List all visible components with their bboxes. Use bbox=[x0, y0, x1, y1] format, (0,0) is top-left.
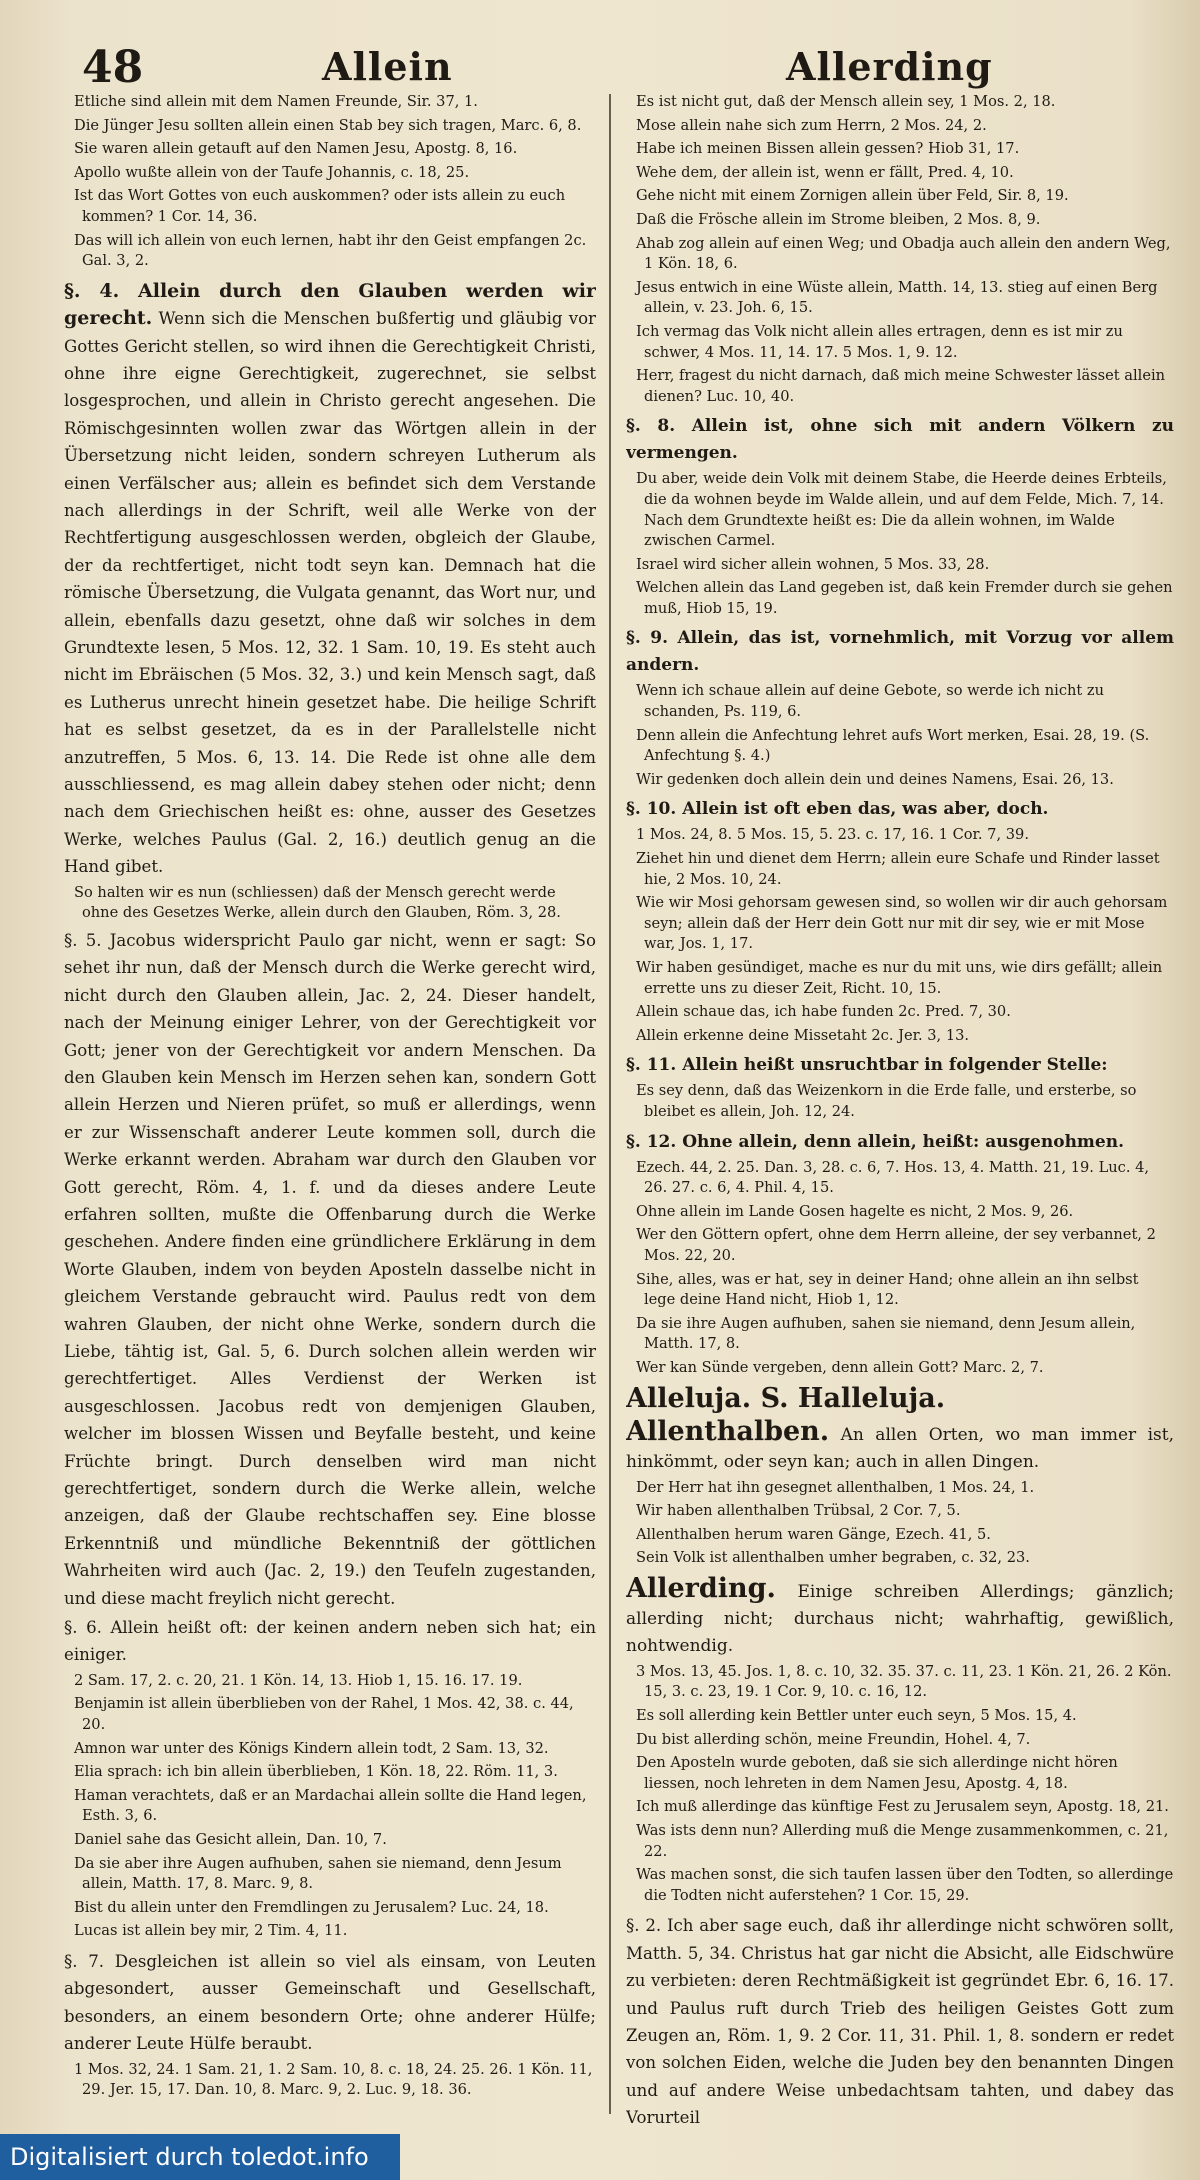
citation: Wer kan Sünde vergeben, denn allein Gott? Marc. 2, 7. bbox=[636, 1358, 1044, 1376]
citation: Ich vermag das Volk nicht allein alles ertragen, denn es ist mir zu schwer, 4 Mos. 11, 14. 17. 5 Mos. 1, 9. 12. bbox=[636, 322, 1123, 361]
citation: Denn allein die Anfechtung lehret aufs Wort merken, Esai. 28, 19. (S. Anfechtung §. 4.) bbox=[636, 726, 1150, 765]
entry-allenthalben-head: Allenthalben. bbox=[626, 1415, 830, 1447]
citation: Allein erkenne deine Missetaht 2c. Jer. 3, 13. bbox=[636, 1026, 970, 1044]
entry-allerding-text: Einige schreiben Allerdings; gänzlich; allerding nicht; durchaus nicht; wahrhaftig, gewißlich, nohtwendig. bbox=[626, 1581, 1174, 1656]
running-head-left: Allein bbox=[322, 44, 453, 89]
intro-citations bbox=[64, 92, 596, 272]
section-4 bbox=[64, 278, 596, 881]
citation: Da sie ihre Augen aufhuben, sahen sie niemand, denn Jesum allein, Matth. 17, 8. bbox=[636, 1314, 1136, 1353]
section-6: §. 6. Allein heißt oft: der keinen andern neben sich hat; ein einiger. bbox=[64, 1618, 596, 1665]
citation: Ziehet hin und dienet dem Herrn; allein eure Schafe und Rinder lasset hie, 2 Mos. 10, 24. bbox=[636, 850, 1160, 888]
section-4-title: §. 4. Allein durch den Glauben werden wir gerecht. bbox=[64, 279, 596, 330]
citation: Allenthalben herum waren Gänge, Ezech. 41, 5. bbox=[636, 1525, 991, 1543]
citation: Gehe nicht mit einem Zornigen allein über Feld, Sir. 8, 19. bbox=[636, 187, 1069, 205]
citation: Allein schaue das, ich habe funden 2c. Pred. 7, 30. bbox=[636, 1003, 1011, 1021]
section-6-citations bbox=[64, 1671, 596, 1942]
citation: Wenn ich schaue allein auf deine Gebote, so werde ich nicht zu schanden, Ps. 119, 6. bbox=[636, 682, 1104, 721]
citation: Wer den Göttern opfert, ohne dem Herrn alleine, der sey verbannet, 2 Mos. 22, 20. bbox=[636, 1226, 1156, 1264]
section-7-citation: 1 Mos. 32, 24. 1 Sam. 21, 1. 2 Sam. 10, 8. c. 18, 24. 25. 26. 1 Kön. 11, 29. Jer. 15, 17. Dan. 10, 8. Marc. 9, 2. Luc. 9, 18. 36. bbox=[74, 2060, 593, 2099]
section-11-citations bbox=[626, 1081, 1174, 1122]
citation: Israel wird sicher allein wohnen, 5 Mos. 33, 28. bbox=[636, 555, 990, 573]
citation: Amnon war unter des Königs Kindern allein todt, 2 Sam. 13, 32. bbox=[74, 1739, 549, 1757]
citation: Ahab zog allein auf einen Weg; und Obadja auch allein den andern Weg, 1 Kön. 18, 6. bbox=[636, 234, 1171, 273]
citation: Sihe, alles, was er hat, sey in deiner Hand; ohne allein an ihn selbst lege deine Hand nicht, Hiob 1, 12. bbox=[636, 1270, 1139, 1309]
citation: Bist du allein unter den Fremdlingen zu Jerusalem? Luc. 24, 18. bbox=[74, 1898, 549, 1916]
entry-allenthalben-text: An allen Orten, wo man immer ist, hinkömmt, oder seyn kan; auch in allen Dingen. bbox=[626, 1424, 1174, 1472]
top-citations bbox=[626, 92, 1174, 407]
citation: Es sey denn, daß das Weizenkorn in die Erde falle, und ersterbe, so bleibet es allein, Joh. 12, 24. bbox=[636, 1082, 1137, 1120]
citation: Welchen allein das Land gegeben ist, daß kein Fremder durch sie gehen muß, Hiob 15, 19. bbox=[636, 579, 1173, 617]
citation: Ist das Wort Gottes von euch auskommen? oder ists allein zu euch kommen? 1 Cor. 14, 36. bbox=[74, 187, 566, 225]
section-8-title: §. 8. Allein ist, ohne sich mit andern Völkern zu vermengen. bbox=[626, 416, 1174, 464]
citation: Du aber, weide dein Volk mit deinem Stabe, die Heerde deines Erbteils, die da wohnen beyde im Walde allein, und auf dem Felde, Mich. 7, 14. Nach dem Grundtexte heißt es: Die da allein wohnen, im Walde zwischen Carmel. bbox=[636, 470, 1167, 550]
citation: Daß die Frösche allein im Strome bleiben, 2 Mos. 8, 9. bbox=[636, 210, 1041, 228]
section-8-citations bbox=[626, 469, 1174, 619]
citation: Du bist allerding schön, meine Freundin, Hohel. 4, 7. bbox=[636, 1730, 1031, 1748]
section-5: §. 5. Jacobus widerspricht Paulo gar nicht, wenn er sagt: So sehet ihr nun, daß der Mensch durch die Werke gerecht wird, nicht durch den Glauben allein, Jac. 2, 24. Dieser handelt, nach der Meinung einiger Lehrer, von der Gerechtigkeit vor Gott; jener von der Gerechtigkeit vor andern Menschen. Da den Glauben kein Mensch im Herzen sehen kan, sondern Gott allein Herzen und Nieren prüfet, so muß er allerdings, wenn er zur Wissenschaft anderer Leute kommen soll, durch die Werke erkannt werden. Abraham war durch den Glauben vor Gott gerecht, Röm. 4, 1. f. und da dieses andere Leute erfahren sollten, mußte die Offenbarung durch die Werke geschehen. Andere finden eine gründlichere Erklärung in dem Worte Glauben, indem von beyden Aposteln dasselbe nicht in gleichem Verstande gebraucht wird. Paulus redt von dem wahren Glauben, der nicht ohne Werke, sondern durch die Liebe, tähtig ist, Gal. 5, 6. Durch solchen allein werden wir gerechtfertiget. Alles Verdienst der Werken ist ausgeschlossen. Jacobus redt von demjenigen Glauben, welcher im blossen Wissen und Beyfalle besteht, und keine Früchte bringt. Durch denselben wird man nicht gerechtfertiget, sondern durch die Werke allein, welche anzeigen, daß der Glaube rechtschaffen sey. Eine blosse Erkenntniß und mündliche Bekenntniß der göttlichen Wahrheiten wird auch (Jac. 2, 19.) den Teufeln zugestanden, und diese macht freylich nicht gerecht. bbox=[64, 930, 596, 1608]
entry-alleluja-head: Alleluja. S. Halleluja. bbox=[626, 1382, 946, 1414]
right-column bbox=[626, 92, 1174, 2132]
entry-alleluja bbox=[626, 1382, 1174, 1416]
citation: Jesus entwich in eine Wüste allein, Matth. 14, 13. stieg auf einen Berg allein, v. 23. Joh. 6, 15. bbox=[636, 278, 1158, 317]
entry-allerding-head: Allerding. bbox=[626, 1572, 776, 1604]
citation: 2 Sam. 17, 2. c. 20, 21. 1 Kön. 14, 13. Hiob 1, 15. 16. 17. 19. bbox=[74, 1671, 523, 1689]
citation: 1 Mos. 24, 8. 5 Mos. 15, 5. 23. c. 17, 16. 1 Cor. 7, 39. bbox=[636, 826, 1029, 844]
section-10-title: §. 10. Allein ist oft eben das, was aber, doch. bbox=[626, 799, 1049, 820]
left-column bbox=[64, 92, 596, 2132]
entry-allerding bbox=[626, 1572, 1174, 1660]
citation: Herr, fragest du nicht darnach, daß mich meine Schwester lässet allein dienen? Luc. 10, 40. bbox=[636, 367, 1166, 405]
citation: Was ists denn nun? Allerding muß die Menge zusammenkommen, c. 21, 22. bbox=[636, 1822, 1169, 1860]
column-divider bbox=[609, 94, 611, 2114]
citation: Mose allein nahe sich zum Herrn, 2 Mos. 24, 2. bbox=[636, 116, 987, 134]
citation: Wie wir Mosi gehorsam gewesen sind, so wollen wir dir auch gehorsam seyn; allein daß der Herr dein Gott nur mit dir sey, wie er mit Mose war, Jos. 1, 17. bbox=[636, 894, 1168, 953]
citation: Sie waren allein getauft auf den Namen Jesu, Apostg. 8, 16. bbox=[74, 140, 518, 158]
section-7: §. 7. Desgleichen ist allein so viel als einsam, von Leuten abgesondert, ausser Gemeinschaft und Gesellschaft, besonders, an einem besondern Orte; ohne anderer Hülfe; anderer Leute Hülfe beraubt. bbox=[64, 1951, 596, 2054]
citation: Haman verachtets, daß er an Mardachai allein sollte die Hand legen, Esth. 3, 6. bbox=[74, 1786, 587, 1825]
section-4-citation: So halten wir es nun (schliessen) daß der Mensch gerecht werde ohne des Gesetzes Werke, allein durch den Glauben, Röm. 3, 28. bbox=[74, 883, 561, 922]
citation: Ezech. 44, 2. 25. Dan. 3, 28. c. 6, 7. Hos. 13, 4. Matth. 21, 19. Luc. 4, 26. 27. c. 6, 4. Phil. 4, 15. bbox=[636, 1158, 1150, 1197]
citation: Wir gedenken doch allein dein und deines Namens, Esai. 26, 13. bbox=[636, 770, 1114, 788]
entry-allenthalben bbox=[626, 1415, 1174, 1476]
citation: Den Aposteln wurde geboten, daß sie sich allerdinge nicht hören liessen, noch lehreten in dem Namen Jesu, Apostg. 4, 18. bbox=[636, 1754, 1118, 1792]
citation: Da sie aber ihre Augen aufhuben, sahen sie niemand, denn Jesum allein, Matth. 17, 8. Marc. 9, 8. bbox=[74, 1854, 562, 1893]
citation: Das will ich allein von euch lernen, habt ihr den Geist empfangen 2c. Gal. 3, 2. bbox=[74, 231, 587, 270]
section-9-title: §. 9. Allein, das ist, vornehmlich, mit Vorzug vor allem andern. bbox=[626, 628, 1174, 676]
section-10-citations bbox=[626, 825, 1174, 1046]
citation: Der Herr hat ihn gesegnet allenthalben, 1 Mos. 24, 1. bbox=[636, 1478, 1035, 1496]
allerding-citations bbox=[626, 1662, 1174, 1907]
citation: Es soll allerding kein Bettler unter euch seyn, 5 Mos. 15, 4. bbox=[636, 1707, 1077, 1725]
digitization-banner[interactable]: Digitalisiert durch toledot.info bbox=[0, 2134, 400, 2180]
allerding-section-2: §. 2. Ich aber sage euch, daß ihr allerdinge nicht schwören sollt, Matth. 5, 34. Christus hat gar nicht die Absicht, alle Eidschwüre zu verbieten: deren Rechtmäßigkeit ist gegründet Ebr. 6, 16. 17. und Paulus ruft durch Trieb des heiligen Geistes Gott zum Zeugen an, Röm. 1, 9. 2 Cor. 11, 31. Phil. 1, 8. sondern er redet von solchen Eiden, welche die Juden bey den benannten Dingen und auf andere Weise unbedachtsam tahten, und dabey das Vorurteil bbox=[626, 1916, 1174, 2128]
citation: Etliche sind allein mit dem Namen Freunde, Sir. 37, 1. bbox=[74, 93, 478, 110]
page-header bbox=[0, 32, 1200, 92]
citation: Apollo wußte allein von der Taufe Johannis, c. 18, 25. bbox=[74, 163, 470, 181]
citation: Die Jünger Jesu sollten allein einen Stab bey sich tragen, Marc. 6, 8. bbox=[74, 116, 582, 134]
citation: Elia sprach: ich bin allein überblieben, 1 Kön. 18, 22. Röm. 11, 3. bbox=[74, 1763, 558, 1781]
citation: Wehe dem, der allein ist, wenn er fällt, Pred. 4, 10. bbox=[636, 163, 1014, 181]
citation: Es ist nicht gut, daß der Mensch allein sey, 1 Mos. 2, 18. bbox=[636, 93, 1056, 110]
citation: Ohne allein im Lande Gosen hagelte es nicht, 2 Mos. 9, 26. bbox=[636, 1202, 1074, 1220]
section-12-title: §. 12. Ohne allein, denn allein, heißt: ausgenohmen. bbox=[626, 1131, 1125, 1152]
section-12-citations bbox=[626, 1158, 1174, 1379]
page-number: 48 bbox=[82, 42, 144, 93]
citation: Was machen sonst, die sich taufen lassen über den Todten, so allerdinge die Todten nicht auferstehen? 1 Cor. 15, 29. bbox=[636, 1866, 1174, 1904]
citation: Ich muß allerdinge das künftige Fest zu Jerusalem seyn, Apostg. 18, 21. bbox=[636, 1798, 1169, 1816]
citation: Lucas ist allein bey mir, 2 Tim. 4, 11. bbox=[74, 1922, 348, 1940]
section-9-citations bbox=[626, 681, 1174, 790]
citation: 3 Mos. 13, 45. Jos. 1, 8. c. 10, 32. 35. 37. c. 11, 23. 1 Kön. 21, 26. 2 Kön. 15, 3. c. 23, 19. 1 Cor. 9, 10. c. 16, 12. bbox=[636, 1662, 1172, 1701]
section-4-text: Wenn sich die Menschen bußfertig und gläubig vor Gottes Gericht stellen, so wird ihnen die Gerechtigkeit Christi, ohne ihre eigne Gerechtigkeit, zugerechnet, sie selbst losgesprochen, und allein in Christo gerecht angesehen. Die Römischgesinnten wollen zwar das Wörtgen allein in der Übersetzung nicht leiden, sondern schreyen Lutherum als einen Verfälscher aus; allein es befindet sich dem Verstande nach allerdings in der Schrift, weil alle Werke von der Rechtfertigung ausgeschlossen werden, obgleich der Glaube, der da rechtfertiget, nicht todt seyn kan. Demnach hat die römische Übersetzung, die Vulgata genannt, das Wort nur, und allein, ebenfalls dazu gesetzt, ohne daß wir solches in dem Grundtexte lesen, 5 Mos. 12, 32. 1 Sam. 10, 19. Es steht auch nicht im Ebräischen (5 Mos. 32, 3.) und kein Mensch sagt, daß es Lutherus unrecht hinein gesetzet habe. Die heilige Schrift hat es selbst gesetzet, da es in der Parallelstelle nicht anzutreffen, 5 Mos. 6, 13. 14. Die Rede ist ohne alle dem ausschliessend, es mag allein dabey stehen oder nicht; denn nach dem Griechischen heißt es: ohne, ausser des Gesetzes Werke, welches Paulus (Gal. 2, 16.) deutlich genug an die Hand gibet. bbox=[64, 309, 596, 877]
citation: Wir haben gesündiget, mache es nur du mit uns, wie dirs gefällt; allein errette uns zu dieser Zeit, Richt. 10, 15. bbox=[636, 959, 1163, 997]
citation: Sein Volk ist allenthalben umher begraben, c. 32, 23. bbox=[636, 1549, 1030, 1567]
citation: Benjamin ist allein überblieben von der Rahel, 1 Mos. 42, 38. c. 44, 20. bbox=[74, 1695, 574, 1734]
allenthalben-citations bbox=[626, 1478, 1174, 1569]
citation: Habe ich meinen Bissen allein gessen? Hiob 31, 17. bbox=[636, 140, 1020, 158]
citation: Wir haben allenthalben Trübsal, 2 Cor. 7, 5. bbox=[636, 1502, 961, 1520]
section-11-title: §. 11. Allein heißt unsruchtbar in folgender Stelle: bbox=[626, 1055, 1108, 1076]
citation: Daniel sahe das Gesicht allein, Dan. 10, 7. bbox=[74, 1831, 387, 1848]
running-head-right: Allerding bbox=[786, 44, 993, 89]
